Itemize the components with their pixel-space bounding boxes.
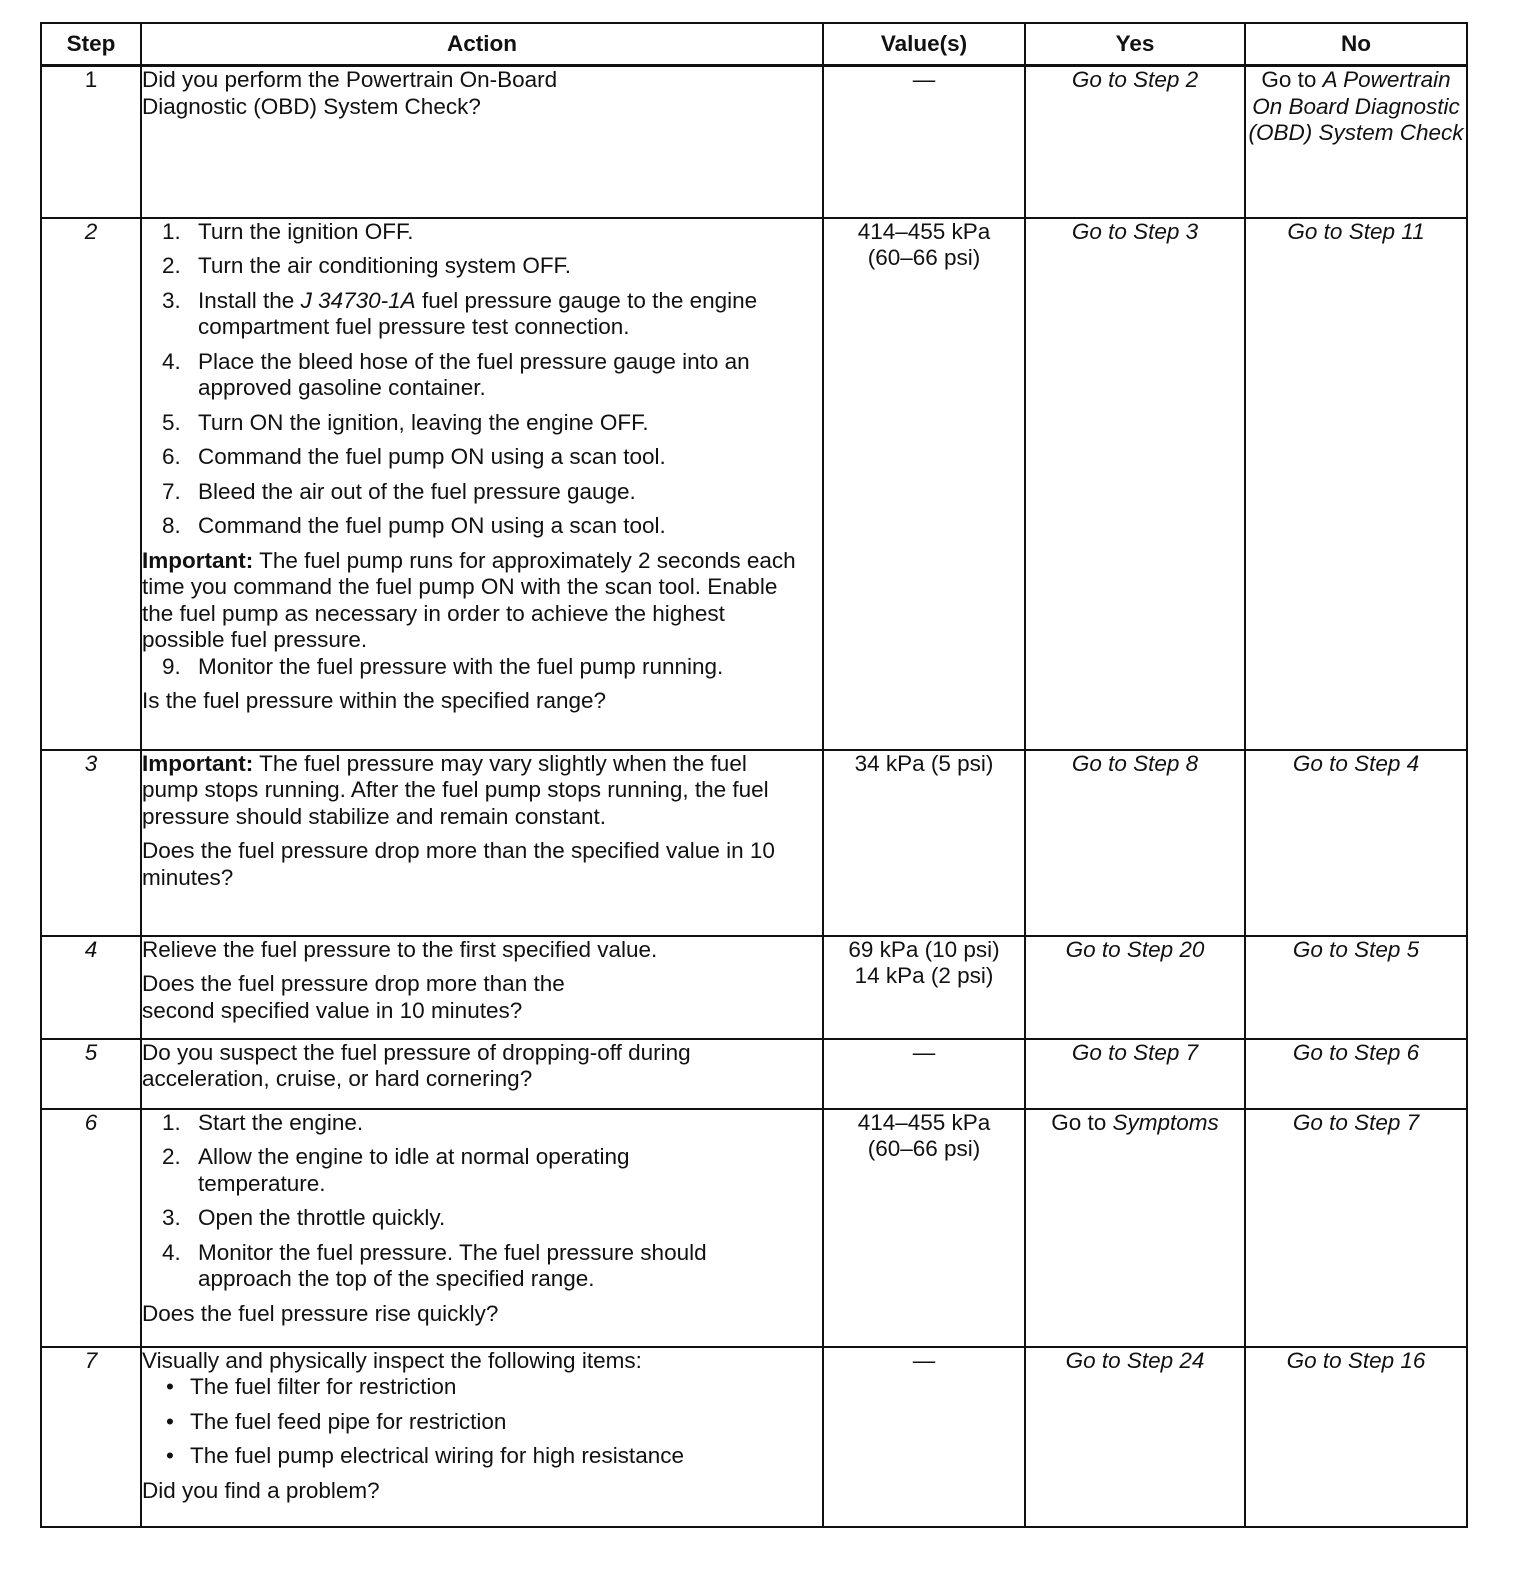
diagnostic-table bbox=[40, 22, 1468, 1528]
action-cell bbox=[141, 1347, 823, 1527]
question-text: Did you perform the Powertrain On-Board Diagnostic (OBD) System Check? bbox=[142, 67, 558, 119]
yes-link[interactable]: Go to Step 2 bbox=[1025, 66, 1245, 218]
list-item: 1. Start the engine. bbox=[162, 1109, 364, 1135]
important-note: Important: The fuel pressure may vary slightly when the fuel pump stops running. After the fuel pump stops running, the fuel pressure should stabilize and remain constant. bbox=[142, 750, 769, 829]
inspection-list bbox=[142, 1374, 822, 1470]
list-item: 1. Turn the ignition OFF. bbox=[162, 218, 414, 244]
action-text: Relieve the fuel pressure to the first specified value. bbox=[142, 936, 658, 962]
question-text: Did you find a problem? bbox=[142, 1477, 380, 1503]
list-item: 9. Monitor the fuel pressure with the fuel pump running. bbox=[162, 653, 724, 679]
yes-link-prefix: Go to bbox=[1051, 1109, 1107, 1135]
header-action: Action bbox=[141, 23, 823, 66]
no-link-prefix: Go to bbox=[1261, 67, 1317, 92]
yes-link[interactable]: Go to Step 8 bbox=[1025, 750, 1245, 936]
list-item: 4. Place the bleed hose of the fuel pressure gauge into an approved gasoline container. bbox=[162, 348, 750, 400]
step-number: 5 bbox=[41, 1039, 141, 1109]
list-item: 3. Open the throttle quickly. bbox=[162, 1205, 446, 1230]
list-item: 2. Turn the air conditioning system OFF. bbox=[162, 253, 572, 278]
yes-link[interactable]: Go to Step 3 bbox=[1025, 218, 1245, 750]
action-cell bbox=[141, 936, 823, 1039]
table-row bbox=[41, 750, 1467, 936]
question-text: Does the fuel pressure drop more than the specified value in 10 minutes? bbox=[142, 838, 775, 890]
table-row bbox=[41, 936, 1467, 1039]
header-row bbox=[41, 23, 1467, 66]
action-cell bbox=[141, 66, 823, 218]
action-list bbox=[142, 1110, 782, 1293]
yes-link-ref: Symptoms bbox=[1112, 1109, 1219, 1135]
question-text: Does the fuel pressure drop more than the second specified value in 10 minutes? bbox=[142, 971, 565, 1023]
value-cell: 414–455 kPa (60–66 psi) bbox=[823, 218, 1025, 750]
header-step: Step bbox=[41, 23, 141, 66]
value-cell: 414–455 kPa (60–66 psi) bbox=[823, 1109, 1025, 1347]
list-item: 2. Allow the engine to idle at normal operating temperature. bbox=[162, 1144, 630, 1196]
action-cell bbox=[141, 218, 823, 750]
value-cell: — bbox=[823, 66, 1025, 218]
table-row bbox=[41, 1347, 1467, 1527]
table-row bbox=[41, 1109, 1467, 1347]
no-link-ref: A Powertrain On Board Diagnostic (OBD) System Check bbox=[1248, 67, 1464, 145]
no-link[interactable]: Go to Step 6 bbox=[1245, 1039, 1467, 1109]
action-cell bbox=[141, 750, 823, 936]
no-link[interactable]: Go to Step 11 bbox=[1245, 218, 1467, 750]
yes-link[interactable]: Go to Step 24 bbox=[1025, 1347, 1245, 1527]
important-note: Important: The fuel pump runs for approximately 2 seconds each time you command the fuel pump ON with the scan tool. Enable the fuel pump as necessary in order to achieve the highest possible fuel pressure. bbox=[142, 547, 796, 652]
table-row bbox=[41, 218, 1467, 750]
value-cell: — bbox=[823, 1039, 1025, 1109]
list-item: 6. Command the fuel pump ON using a scan tool. bbox=[162, 444, 666, 469]
tool-number: J 34730-1A bbox=[300, 287, 416, 313]
list-item: 7. Bleed the air out of the fuel pressure gauge. bbox=[162, 478, 636, 504]
header-yes: Yes bbox=[1025, 23, 1245, 66]
action-cell bbox=[141, 1109, 823, 1347]
action-list bbox=[142, 654, 822, 681]
list-item: • The fuel pump electrical wiring for high resistance bbox=[166, 1443, 684, 1468]
header-no: No bbox=[1245, 23, 1467, 66]
no-link[interactable]: Go to Step 4 bbox=[1245, 750, 1467, 936]
question-text: Does the fuel pressure rise quickly? bbox=[142, 1300, 499, 1326]
step-number: 7 bbox=[41, 1347, 141, 1527]
header-values: Value(s) bbox=[823, 23, 1025, 66]
action-cell bbox=[141, 1039, 823, 1109]
step-number: 2 bbox=[41, 218, 141, 750]
yes-link[interactable]: Go to Step 20 bbox=[1025, 936, 1245, 1039]
step-number: 6 bbox=[41, 1109, 141, 1347]
no-link[interactable]: Go to Step 16 bbox=[1245, 1347, 1467, 1527]
value-cell: 69 kPa (10 psi) 14 kPa (2 psi) bbox=[823, 936, 1025, 1039]
step-number: 4 bbox=[41, 936, 141, 1039]
table-row bbox=[41, 1039, 1467, 1109]
no-link[interactable] bbox=[1245, 66, 1467, 218]
value-cell: — bbox=[823, 1347, 1025, 1527]
action-list bbox=[142, 219, 822, 540]
value-cell: 34 kPa (5 psi) bbox=[823, 750, 1025, 936]
yes-link[interactable]: Go to Step 7 bbox=[1025, 1039, 1245, 1109]
no-link[interactable]: Go to Step 5 bbox=[1245, 936, 1467, 1039]
list-item: • The fuel feed pipe for restriction bbox=[166, 1408, 507, 1434]
action-text: Visually and physically inspect the following items: bbox=[142, 1347, 642, 1373]
step-number: 1 bbox=[41, 66, 141, 218]
list-item: 3. Install the J 34730-1A fuel pressure gauge to the engine compartment fuel pressure test connection. bbox=[162, 287, 758, 339]
yes-link[interactable] bbox=[1025, 1109, 1245, 1347]
no-link[interactable]: Go to Step 7 bbox=[1245, 1109, 1467, 1347]
list-item: 4. Monitor the fuel pressure. The fuel pressure should approach the top of the specified range. bbox=[162, 1239, 707, 1291]
step-number: 3 bbox=[41, 750, 141, 936]
table-row bbox=[41, 66, 1467, 218]
question-text: Do you suspect the fuel pressure of dropping-off during acceleration, cruise, or hard cornering? bbox=[142, 1039, 691, 1091]
list-item: 8. Command the fuel pump ON using a scan tool. bbox=[162, 513, 666, 538]
list-item: • The fuel filter for restriction bbox=[166, 1374, 457, 1399]
list-item: 5. Turn ON the ignition, leaving the engine OFF. bbox=[162, 409, 649, 435]
question-text: Is the fuel pressure within the specified range? bbox=[142, 688, 607, 713]
